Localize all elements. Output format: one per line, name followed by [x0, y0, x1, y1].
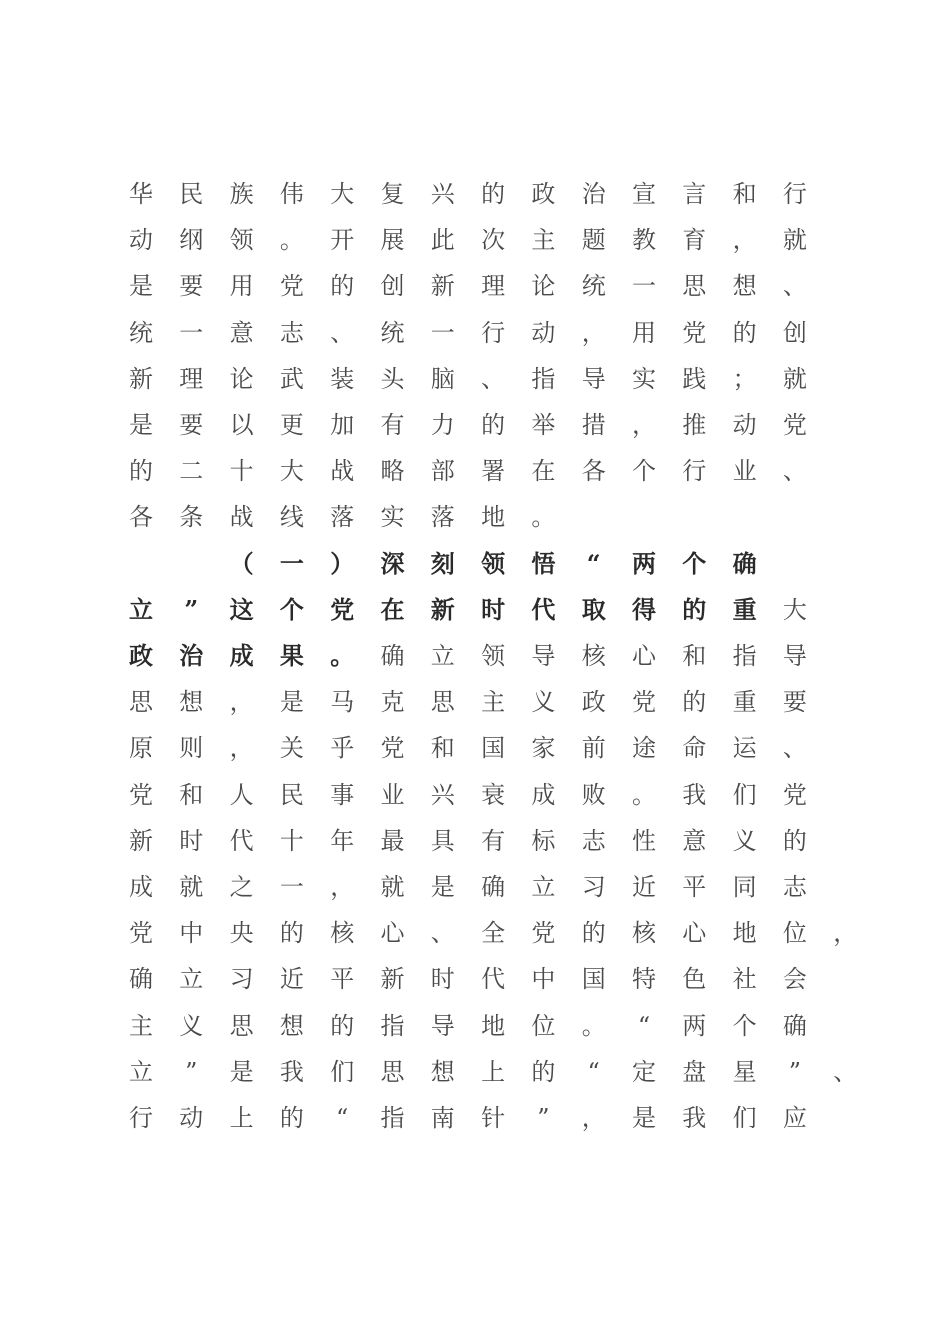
glyph: 实	[632, 364, 656, 393]
glyph: 宣	[632, 180, 656, 208]
glyph: 的	[732, 318, 757, 347]
glyph: 用	[229, 272, 254, 301]
glyph: 习	[581, 873, 606, 901]
glyph: 复	[380, 180, 405, 208]
glyph: 指	[531, 364, 556, 393]
glyph: 星	[732, 1057, 757, 1086]
glyph: 更	[279, 411, 304, 439]
glyph: ，	[229, 688, 254, 717]
glyph: 领	[481, 548, 506, 578]
glyph: 新	[430, 272, 455, 301]
glyph: 领	[481, 642, 506, 670]
glyph: 力	[430, 411, 455, 439]
glyph: 兴	[430, 180, 455, 208]
glyph: 思	[430, 688, 455, 717]
glyph: 战	[330, 457, 355, 486]
glyph: 的	[129, 457, 153, 486]
glyph: 马	[330, 688, 355, 717]
glyph: 义	[732, 826, 757, 855]
glyph: 大	[782, 595, 807, 624]
glyph: 党	[279, 272, 304, 301]
glyph: 、	[782, 272, 807, 301]
glyph: 署	[481, 457, 506, 486]
glyph: ”	[185, 1057, 198, 1086]
glyph: 党	[129, 919, 153, 948]
glyph: 习	[229, 965, 254, 994]
glyph: 二	[179, 457, 204, 486]
glyph: 导	[581, 364, 606, 393]
glyph: 族	[229, 180, 254, 208]
glyph: 加	[330, 411, 355, 439]
glyph: 、	[330, 318, 355, 347]
glyph: 败	[581, 780, 606, 809]
glyph: 就	[782, 226, 807, 255]
glyph: 这	[229, 594, 254, 624]
glyph: 是	[129, 411, 153, 439]
glyph: 是	[129, 272, 153, 301]
glyph: ，	[581, 318, 606, 347]
glyph: 和	[732, 180, 757, 208]
glyph: 略	[380, 457, 405, 486]
glyph: 国	[581, 965, 606, 994]
glyph: “	[587, 1057, 600, 1086]
glyph: 要	[179, 411, 204, 439]
glyph: 新	[380, 965, 405, 994]
glyph: 主	[129, 1011, 153, 1040]
glyph: 行	[481, 318, 506, 347]
glyph: （	[229, 548, 254, 578]
glyph: 们	[330, 1057, 355, 1086]
glyph: 主	[481, 688, 506, 717]
glyph: 业	[380, 780, 405, 809]
glyph: ，	[632, 411, 656, 439]
glyph: 运	[732, 734, 757, 763]
glyph: 开	[330, 226, 355, 255]
glyph: 。	[632, 780, 656, 809]
glyph: 一	[632, 272, 656, 301]
glyph: ，	[229, 734, 254, 763]
glyph: 们	[732, 780, 757, 809]
glyph: 衰	[481, 780, 506, 809]
glyph: 论	[229, 364, 254, 393]
glyph: 政	[129, 641, 153, 670]
glyph: 脑	[430, 364, 455, 393]
glyph: 的	[330, 272, 355, 301]
glyph: 统	[581, 272, 606, 301]
glyph: 具	[430, 826, 455, 855]
glyph: 的	[682, 594, 707, 624]
glyph: 的	[531, 1057, 556, 1086]
glyph: 育	[682, 226, 707, 255]
glyph: 一	[430, 318, 455, 347]
glyph: 政	[581, 688, 606, 717]
glyph: 心	[632, 642, 656, 670]
glyph: 政	[531, 180, 556, 208]
glyph: 和	[430, 734, 455, 763]
glyph: 就	[380, 873, 405, 901]
glyph: 动	[179, 1104, 204, 1132]
glyph: 确	[380, 642, 405, 670]
glyph: 原	[129, 734, 153, 763]
glyph: 立	[179, 965, 204, 994]
glyph: 立	[129, 1057, 153, 1086]
glyph: ；	[732, 364, 757, 393]
glyph: 个	[732, 1011, 757, 1040]
glyph: 装	[330, 364, 355, 393]
glyph: 家	[531, 734, 556, 763]
glyph: 治	[179, 641, 204, 670]
glyph: 确	[732, 548, 757, 578]
glyph: 纲	[179, 226, 204, 255]
glyph: 则	[179, 734, 204, 763]
glyph: 有	[481, 826, 506, 855]
glyph: 我	[279, 1057, 304, 1086]
glyph: 中	[531, 965, 556, 994]
glyph: 南	[430, 1104, 455, 1132]
glyph: 党	[782, 780, 807, 809]
glyph: 党	[129, 780, 153, 809]
glyph: 党	[682, 318, 707, 347]
glyph: 们	[732, 1104, 757, 1132]
glyph: 用	[632, 318, 656, 347]
glyph: 前	[581, 734, 606, 763]
glyph: 地	[481, 503, 506, 532]
glyph: 举	[531, 411, 556, 439]
glyph: 武	[279, 364, 304, 393]
glyph: 针	[481, 1104, 506, 1132]
glyph: 思	[380, 1057, 405, 1086]
glyph: 线	[279, 503, 304, 532]
glyph: 上	[229, 1104, 254, 1132]
glyph: 党	[531, 919, 556, 948]
glyph: 行	[129, 1104, 153, 1132]
glyph: 就	[782, 364, 807, 393]
glyph: 的	[581, 919, 606, 948]
glyph: 思	[129, 688, 153, 717]
glyph: 立	[531, 873, 556, 901]
glyph: 党	[782, 411, 807, 439]
glyph: 展	[380, 226, 405, 255]
glyph: 重	[732, 688, 757, 717]
glyph: 深	[380, 548, 405, 578]
glyph: 途	[632, 734, 656, 763]
glyph: 心	[380, 919, 405, 948]
glyph: 时	[179, 826, 204, 855]
glyph: 意	[682, 826, 707, 855]
glyph: 各	[581, 457, 606, 486]
glyph: 次	[481, 226, 506, 255]
glyph: 。	[279, 226, 304, 255]
glyph: 义	[179, 1011, 204, 1040]
glyph: “	[586, 548, 601, 578]
glyph: 和	[179, 780, 204, 809]
glyph: 央	[229, 919, 254, 948]
glyph: 位	[531, 1011, 556, 1040]
glyph: 。	[531, 503, 556, 532]
glyph: “	[336, 1104, 349, 1132]
glyph: 。	[581, 1011, 606, 1040]
glyph: 果	[279, 641, 304, 670]
glyph: 地	[732, 919, 757, 948]
glyph: 近	[279, 965, 304, 994]
glyph: ，	[732, 226, 757, 255]
glyph: 要	[782, 688, 807, 717]
glyph: 思	[682, 272, 707, 301]
glyph: ”	[537, 1104, 550, 1132]
glyph: 成	[129, 873, 153, 901]
glyph: 在	[380, 594, 405, 624]
glyph: 、	[782, 457, 807, 486]
glyph: 民	[179, 180, 204, 208]
glyph: 、	[833, 1057, 858, 1086]
glyph: 的	[481, 411, 506, 439]
glyph: 之	[229, 873, 254, 901]
glyph: 刻	[430, 548, 455, 578]
glyph: 代	[481, 965, 506, 994]
glyph: 行	[682, 457, 707, 486]
glyph: 理	[481, 272, 506, 301]
glyph: 创	[782, 318, 807, 347]
glyph: 时	[481, 594, 506, 624]
glyph: 十	[279, 826, 304, 855]
glyph: 主	[531, 226, 556, 255]
glyph: 定	[632, 1057, 656, 1086]
glyph: 部	[430, 457, 455, 486]
glyph: 社	[732, 965, 757, 994]
glyph: 言	[682, 180, 707, 208]
glyph: 最	[380, 826, 405, 855]
glyph: 一	[279, 548, 304, 578]
glyph: 伟	[279, 180, 304, 208]
glyph: 的	[682, 688, 707, 717]
glyph: 平	[682, 873, 707, 901]
glyph: 个	[632, 457, 656, 486]
glyph: 指	[380, 1104, 405, 1132]
glyph: 、	[782, 734, 807, 763]
glyph: 意	[229, 318, 254, 347]
glyph: 行	[782, 180, 807, 208]
glyph: 措	[581, 411, 606, 439]
glyph: 悟	[531, 548, 556, 578]
glyph: 性	[632, 826, 656, 855]
glyph: 志	[581, 826, 606, 855]
glyph: 想	[732, 272, 757, 301]
glyph: 两	[682, 1011, 707, 1040]
glyph: 确	[129, 965, 153, 994]
glyph: 想	[279, 1011, 304, 1040]
glyph: 大	[279, 457, 304, 486]
glyph: 治	[581, 180, 606, 208]
glyph: 兴	[430, 780, 455, 809]
glyph: 、	[430, 919, 455, 948]
glyph: 条	[179, 503, 204, 532]
glyph: 新	[129, 364, 153, 393]
glyph: 动	[531, 318, 556, 347]
glyph: 就	[179, 873, 204, 901]
glyph: 确	[481, 873, 506, 901]
glyph: 年	[330, 826, 355, 855]
glyph: 核	[330, 919, 355, 948]
glyph: 民	[279, 780, 304, 809]
glyph: 近	[632, 873, 656, 901]
glyph: 标	[531, 826, 556, 855]
glyph: 取	[581, 594, 606, 624]
glyph: 一	[179, 318, 204, 347]
glyph: 立	[430, 642, 455, 670]
glyph: 有	[380, 411, 405, 439]
glyph: 成	[229, 641, 254, 670]
glyph: 立	[129, 594, 153, 624]
glyph: 实	[380, 503, 405, 532]
glyph: 的	[330, 1011, 355, 1040]
glyph: 新	[430, 594, 455, 624]
glyph: 导	[782, 642, 807, 670]
glyph: 想	[430, 1057, 455, 1086]
glyph: 平	[330, 965, 355, 994]
glyph: 新	[129, 826, 153, 855]
glyph: 中	[179, 919, 204, 948]
glyph: 乎	[330, 734, 355, 763]
glyph: 理	[179, 364, 204, 393]
glyph: 代	[229, 826, 254, 855]
glyph: 在	[531, 457, 556, 486]
glyph: 领	[229, 226, 254, 255]
glyph: 是	[632, 1104, 656, 1132]
glyph: 各	[129, 503, 153, 532]
glyph: 的	[279, 919, 304, 948]
glyph: 落	[430, 503, 455, 532]
glyph: 业	[732, 457, 757, 486]
glyph: 以	[229, 411, 254, 439]
glyph: 是	[279, 688, 304, 717]
glyph: 统	[380, 318, 405, 347]
glyph: 和	[682, 642, 707, 670]
glyph: 关	[279, 734, 304, 763]
glyph: 十	[229, 457, 254, 486]
glyph: 大	[330, 180, 355, 208]
glyph: 统	[129, 318, 153, 347]
glyph: 党	[632, 688, 656, 717]
glyph: ，	[330, 873, 355, 901]
glyph: 党	[380, 734, 405, 763]
glyph: 两	[632, 548, 656, 578]
glyph: 践	[682, 364, 707, 393]
glyph: “	[637, 1011, 651, 1040]
glyph: 会	[782, 965, 807, 994]
glyph: 国	[481, 734, 506, 763]
glyph: 位	[782, 919, 807, 948]
glyph: 要	[179, 272, 204, 301]
glyph: 人	[229, 780, 254, 809]
glyph: 志	[279, 318, 304, 347]
glyph: ，	[581, 1104, 606, 1132]
glyph: 是	[430, 873, 455, 901]
glyph: 代	[531, 594, 556, 624]
glyph: 事	[330, 780, 355, 809]
glyph: ，	[833, 919, 858, 948]
glyph: 核	[632, 919, 656, 948]
glyph: 的	[279, 1104, 304, 1132]
glyph: 头	[380, 364, 405, 393]
glyph: 创	[380, 272, 405, 301]
glyph: 同	[732, 873, 757, 901]
glyph: 特	[632, 965, 656, 994]
glyph: 落	[330, 503, 355, 532]
glyph: 导	[531, 642, 556, 670]
glyph: 推	[682, 411, 707, 439]
glyph: 时	[430, 965, 455, 994]
glyph: 色	[682, 965, 707, 994]
glyph: 指	[732, 642, 757, 670]
glyph: 得	[632, 594, 656, 624]
glyph: 义	[531, 688, 556, 717]
glyph: 心	[682, 919, 707, 948]
glyph: 地	[481, 1011, 506, 1040]
glyph: 我	[682, 780, 707, 809]
glyph: 。	[330, 641, 355, 670]
glyph: 一	[279, 873, 304, 901]
glyph: 核	[581, 642, 606, 670]
glyph: 重	[732, 594, 757, 624]
glyph: 动	[129, 226, 153, 255]
glyph: 志	[782, 873, 807, 901]
glyph: 我	[682, 1104, 707, 1132]
glyph: 全	[481, 919, 506, 948]
glyph: 个	[279, 594, 304, 624]
glyph: 导	[430, 1011, 455, 1040]
glyph: 成	[531, 780, 556, 809]
glyph: 动	[732, 411, 757, 439]
glyph: 论	[531, 272, 556, 301]
glyph: 命	[682, 734, 707, 763]
glyph: ）	[330, 548, 355, 578]
glyph: ”	[184, 594, 199, 624]
glyph: 克	[380, 688, 405, 717]
glyph: 上	[481, 1057, 506, 1086]
glyph: 思	[229, 1011, 254, 1040]
glyph: 盘	[682, 1057, 707, 1086]
glyph: 应	[782, 1104, 807, 1132]
glyph: 个	[682, 548, 707, 578]
glyph: 的	[782, 826, 807, 855]
glyph: 想	[179, 688, 204, 717]
glyph: 是	[229, 1057, 254, 1086]
glyph: 华	[129, 180, 153, 208]
glyph: 教	[632, 226, 656, 255]
glyph: 确	[782, 1011, 807, 1040]
glyph: 的	[481, 180, 506, 208]
glyph: 、	[481, 364, 506, 393]
glyph: 此	[430, 226, 455, 255]
glyph: 题	[581, 226, 606, 255]
glyph: ”	[788, 1057, 802, 1086]
glyph: 指	[380, 1011, 405, 1040]
glyph: 战	[229, 503, 254, 532]
glyph: 党	[330, 594, 355, 624]
